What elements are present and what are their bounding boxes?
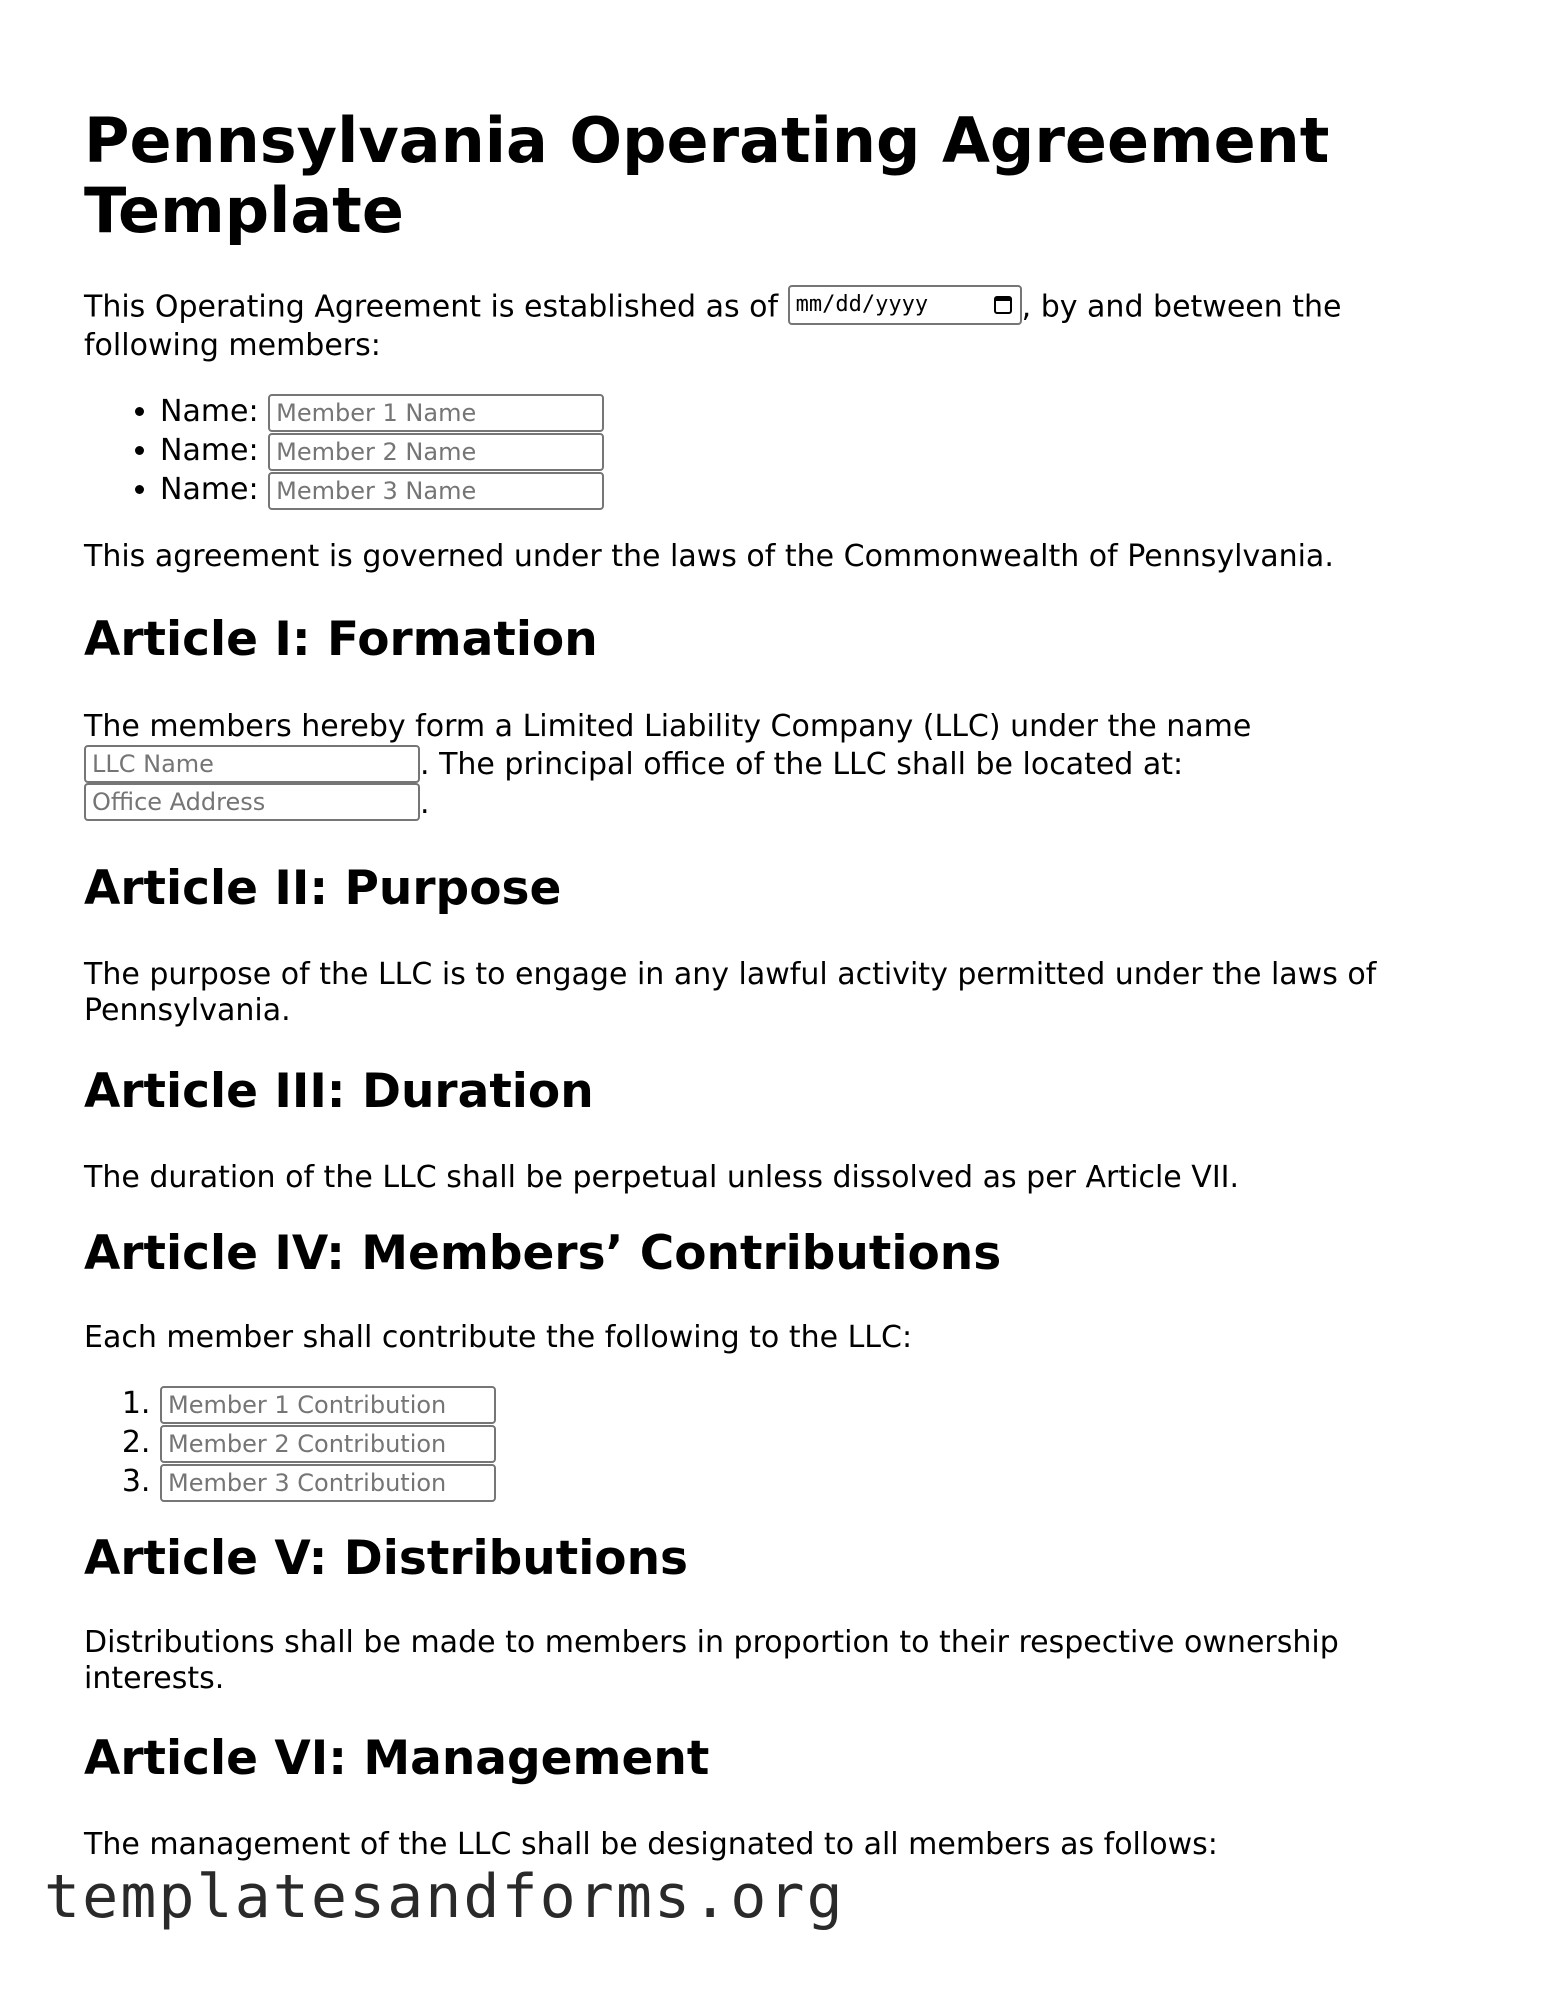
list-item [160, 1462, 1484, 1501]
date-placeholder: mm/dd/yyyy [795, 292, 929, 317]
document-page [84, 0, 1484, 1863]
article-6-text: The management of the LLC shall be designated to all members as follows: [84, 1827, 1218, 1862]
office-address-input[interactable] [84, 783, 420, 821]
member-label: Name: [160, 433, 259, 468]
formation-text: The members hereby form a Limited Liability Company (LLC) under the name [84, 709, 1252, 744]
page-title: Pennsylvania Operating Agreement Template [84, 104, 1330, 247]
member-label: Name: [160, 394, 259, 429]
member-1-name-input[interactable] [268, 394, 604, 432]
contribution-list [84, 1384, 1484, 1501]
article-2-text: The purpose of the LLC is to engage in any lawful activity permitted under the laws of Pennsylvania. [84, 957, 1377, 1028]
list-item [160, 431, 1484, 470]
member-3-contribution-input[interactable] [160, 1464, 496, 1502]
list-item [160, 1384, 1484, 1423]
period-text: . [420, 785, 430, 821]
intro-text-continued: , by and between the following members: [84, 289, 1342, 363]
article-2-heading: Article II: Purpose [84, 861, 562, 916]
article-4-heading: Article IV: Members’ Contributions [84, 1226, 1002, 1281]
article-3-text: The duration of the LLC shall be perpetual unless dissolved as per Article VII. [84, 1160, 1240, 1195]
article-5-heading: Article V: Distributions [84, 1531, 689, 1586]
member-2-name-input[interactable] [268, 433, 604, 471]
article-5-text: Distributions shall be made to members in proportion to their respective ownership interests. [84, 1625, 1339, 1696]
agreement-date-input[interactable] [788, 285, 1022, 325]
governing-law-text: This agreement is governed under the laws of the Commonwealth of Pennsylvania. [84, 539, 1334, 574]
article-1-paragraph [84, 708, 1414, 823]
list-item [160, 392, 1484, 431]
calendar-icon[interactable] [994, 296, 1012, 314]
article-6-heading: Article VI: Management [84, 1731, 710, 1786]
article-1-heading: Article I: Formation [84, 612, 598, 667]
member-list [84, 392, 1484, 509]
article-4-text: Each member shall contribute the following to the LLC: [84, 1320, 913, 1355]
intro-paragraph [84, 288, 1414, 364]
list-item [160, 1423, 1484, 1462]
list-item [160, 470, 1484, 509]
article-3-heading: Article III: Duration [84, 1064, 594, 1119]
intro-text: This Operating Agreement is established as of [84, 289, 788, 325]
member-label: Name: [160, 472, 259, 507]
member-2-contribution-input[interactable] [160, 1425, 496, 1463]
office-text: . The principal office of the LLC shall be located at: [420, 747, 1184, 782]
member-3-name-input[interactable] [268, 472, 604, 510]
watermark: templatesandforms.org [44, 1862, 845, 1932]
member-1-contribution-input[interactable] [160, 1386, 496, 1424]
llc-name-input[interactable] [84, 745, 420, 783]
